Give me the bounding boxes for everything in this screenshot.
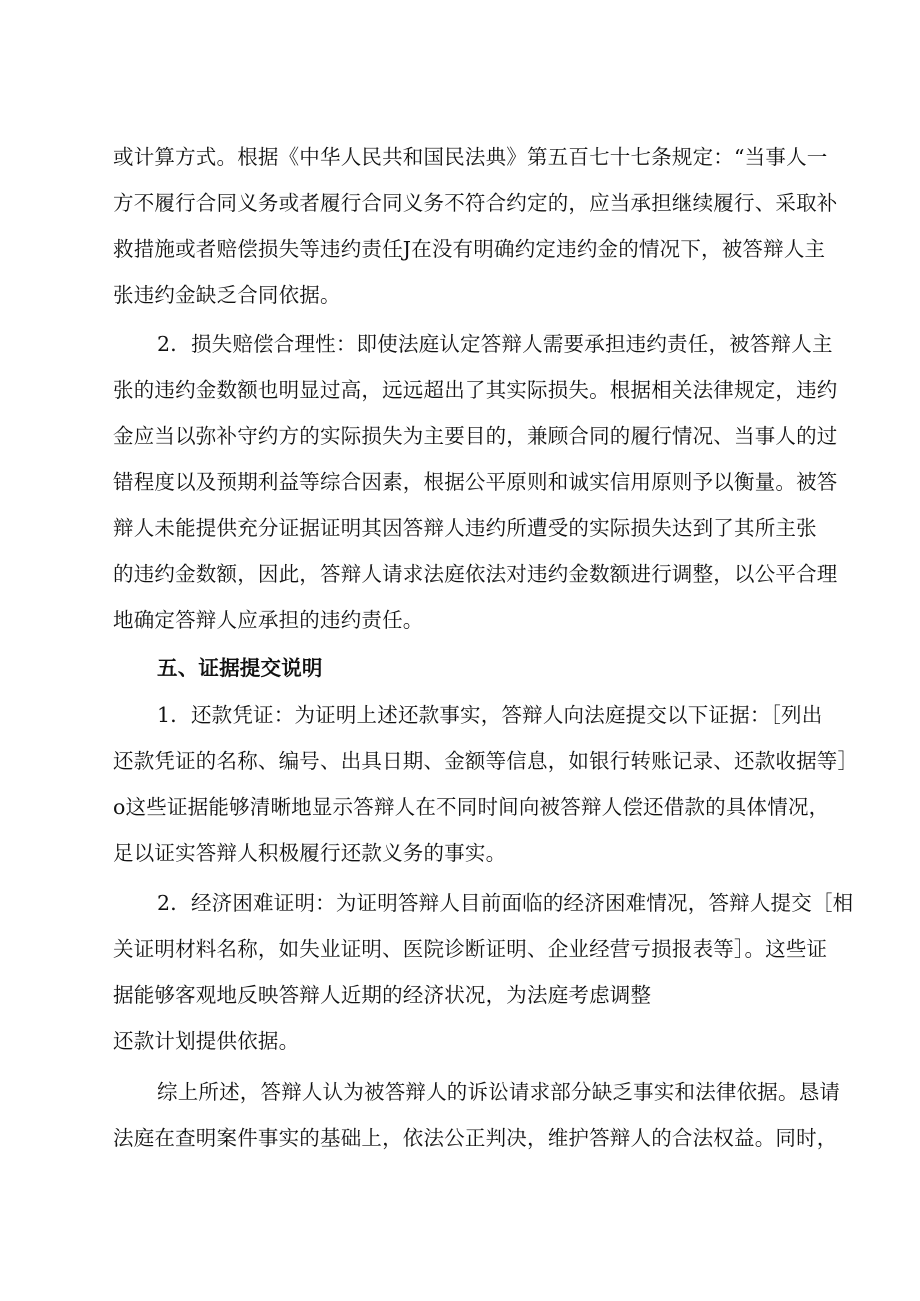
text-line: 法庭在查明案件事实的基础上，依法公正判决，维护答辩人的合法权益。同时， <box>113 1126 838 1150</box>
text-line: 或计算方式。根据《中华人民共和国民法典》第五百七十七条规定：“当事人一 <box>113 145 828 169</box>
text-line: 方不履行合同义务或者履行合同义务不符合约定的，应当承担继续履行、采取补 <box>113 191 838 215</box>
text-line: 张违约金缺乏合同依据。 <box>113 283 341 307</box>
text-line: 综上所述，答辩人认为被答辩人的诉讼请求部分缺乏事实和法律依据。恳请 <box>157 1080 841 1104</box>
text-line: 据能够客观地反映答辩人近期的经济状况，为法庭考虑调整 <box>113 983 652 1007</box>
text-line: o这些证据能够清晰地显示答辩人在不同时间向被答辩人偿还借款的具体情况， <box>113 795 830 819</box>
text-line: 还款凭证的名称、编号、出具日期、金额等信息，如银行转账记录、还款收据等］ <box>113 749 859 773</box>
text-line: 金应当以弥补守约方的实际损失为主要目的，兼顾合同的履行情况、当事人的过 <box>113 424 838 448</box>
section-heading: 五、证据提交说明 <box>157 656 323 680</box>
text-line: 救措施或者赔偿损失等违约责任J在没有明确约定违约金的情况下，被答辩人主 <box>113 237 826 261</box>
text-line: 足以证实答辩人积极履行还款义务的事实。 <box>113 841 507 865</box>
text-line: 1．还款凭证：为证明上述还款事实，答辩人向法庭提交以下证据：［列出 <box>157 703 823 727</box>
text-line: 地确定答辩人应承担的违约责任。 <box>113 608 424 632</box>
text-line: 错程度以及预期利益等综合因素，根据公平原则和诚实信用原则予以衡量。被答 <box>113 470 838 494</box>
text-line: 的违约金数额，因此，答辩人请求法庭依法对违约金数额进行调整，以公平合理 <box>113 562 838 586</box>
text-line: 辩人未能提供充分证据证明其因答辩人违约所遭受的实际损失达到了其所主张 <box>113 516 817 540</box>
text-line: 2．经济困难证明：为证明答辩人目前面临的经济困难情况，答辩人提交［相 <box>157 891 854 915</box>
text-line: 关证明材料名称，如失业证明、医院诊断证明、企业经营亏损报表等］。这些证 <box>113 937 828 961</box>
text-line: 还款计划提供依据。 <box>113 1029 300 1053</box>
text-line: 2．损失赔偿合理性：即使法庭认定答辩人需要承担违约责任，被答辩人主 <box>157 332 833 356</box>
text-line: 张的违约金数额也明显过高，远远超出了其实际损失。根据相关法律规定，违约 <box>113 378 838 402</box>
